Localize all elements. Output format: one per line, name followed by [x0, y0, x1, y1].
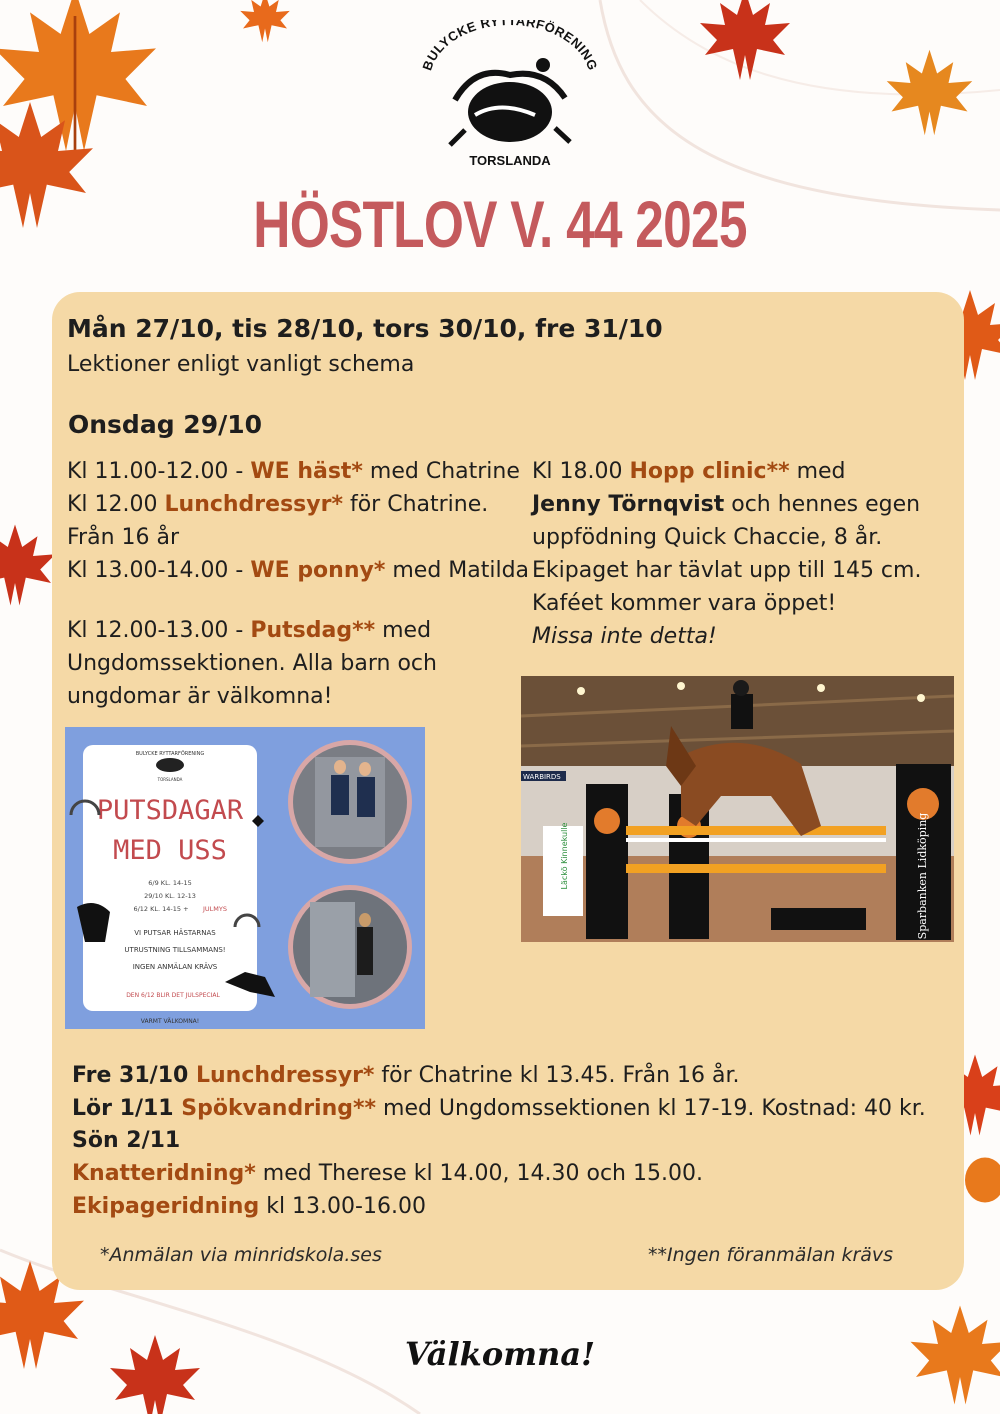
- wed-line-3: Från 16 år: [67, 525, 180, 550]
- maple-leaf-icon: [882, 45, 977, 140]
- poster-special: DEN 6/12 BLIR DET JULSPECIAL: [126, 992, 220, 999]
- poster-text-2: UTRUSTNING TILLSAMMANS!: [124, 946, 226, 954]
- show-jumping-photo: [521, 676, 954, 942]
- poster-footer: VARMT VÄLKOMNA!: [140, 1018, 200, 1025]
- poster-title-2: MED USS: [113, 835, 227, 866]
- poster-text-3: INGEN ANMÄLAN KRÄVS: [132, 963, 218, 971]
- wed-line-2: Kl 12.00 Lunchdressyr* för Chatrine.: [67, 492, 489, 517]
- maple-leaf-icon: [690, 0, 800, 85]
- sunday-line-2: Ekipageridning kl 13.00-16.00: [72, 1194, 426, 1219]
- wed-right-line-4: Ekipaget har tävlat upp till 145 cm.: [532, 558, 922, 583]
- poster-date-2: 29/10 KL. 12-13: [144, 892, 196, 900]
- saturday-line: Lör 1/11 Spökvandring** med Ungdomssektionen kl 17-19. Kostnad: 40 kr.: [72, 1096, 926, 1121]
- logo-location: TORSLANDA: [469, 153, 551, 168]
- poster-date-3: 6/12 KL. 14-15 +: [133, 905, 189, 913]
- wed-right-line-1: Kl 18.00 Hopp clinic** med: [532, 459, 846, 484]
- wed-putsdag-line-1: Kl 12.00-13.00 - Putsdag** med: [67, 618, 432, 643]
- poster-text-1: VI PUTSAR HÄSTARNAS: [134, 929, 216, 937]
- maple-leaf-icon: [230, 0, 300, 45]
- wed-line-4: Kl 13.00-14.00 - WE ponny* med Matilda: [67, 558, 530, 583]
- welcome-text: Välkomna!: [404, 1335, 596, 1373]
- wed-right-line-3: uppfödning Quick Chaccie, 8 år.: [532, 525, 883, 550]
- maple-leaf-icon: [960, 1150, 1000, 1210]
- horse-rider-icon: [415, 20, 605, 170]
- photo-sponsor-a: Sparbanken Lidköping: [916, 812, 929, 940]
- days-heading: Mån 27/10, tis 28/10, tors 30/10, fre 31/10: [67, 314, 663, 343]
- friday-line: Fre 31/10 Lunchdressyr* för Chatrine kl 13.45. Från 16 år.: [72, 1063, 740, 1088]
- photo-sponsor-b: Läckö Kinnekulle: [560, 822, 569, 890]
- maple-leaf-icon: [0, 90, 100, 240]
- page-title: HÖSTLOV V. 44 2025: [253, 187, 747, 261]
- sunday-line-1: Knatteridning* med Therese kl 14.00, 14.30 och 15.00.: [72, 1161, 703, 1186]
- club-logo: [415, 20, 605, 170]
- poster-julmys: JULMYS: [202, 905, 228, 913]
- maple-leaf-icon: [0, 505, 60, 625]
- svg-text:BULYCKE RYTTARFÖRENING: [419, 20, 600, 72]
- putsdagar-poster-image: [65, 727, 425, 1029]
- wednesday-heading: Onsdag 29/10: [68, 410, 263, 439]
- wed-putsdag-line-3: ungdomar är välkomna!: [67, 684, 333, 709]
- logo-club-name: BULYCKE RYTTARFÖRENING: [419, 20, 601, 73]
- note-no-registration: **Ingen föranmälan krävs: [648, 1244, 894, 1266]
- wed-line-1: Kl 11.00-12.00 - WE häst* med Chatrine: [67, 459, 520, 484]
- poster-club: BULYCKE RYTTARFÖRENING: [135, 751, 205, 757]
- wed-right-line-2: Jenny Törnqvist och hennes egen: [532, 492, 921, 517]
- photo-sponsor-c: WARBIRDS: [523, 773, 561, 781]
- wed-right-line-5: Kaféet kommer vara öppet!: [532, 591, 837, 616]
- poster-date-1: 6/9 KL. 14-15: [148, 879, 192, 887]
- wed-putsdag-line-2: Ungdomssektionen. Alla barn och: [67, 651, 437, 676]
- poster-town: TORSLANDA: [157, 777, 183, 782]
- days-description: Lektioner enligt vanligt schema: [67, 352, 415, 377]
- poster-title-1: PUTSDAGAR: [96, 795, 244, 826]
- wed-right-line-6: Missa inte detta!: [532, 624, 717, 649]
- sunday-heading: Sön 2/11: [72, 1128, 181, 1153]
- note-registration: *Anmälan via minridskola.ses: [100, 1244, 382, 1266]
